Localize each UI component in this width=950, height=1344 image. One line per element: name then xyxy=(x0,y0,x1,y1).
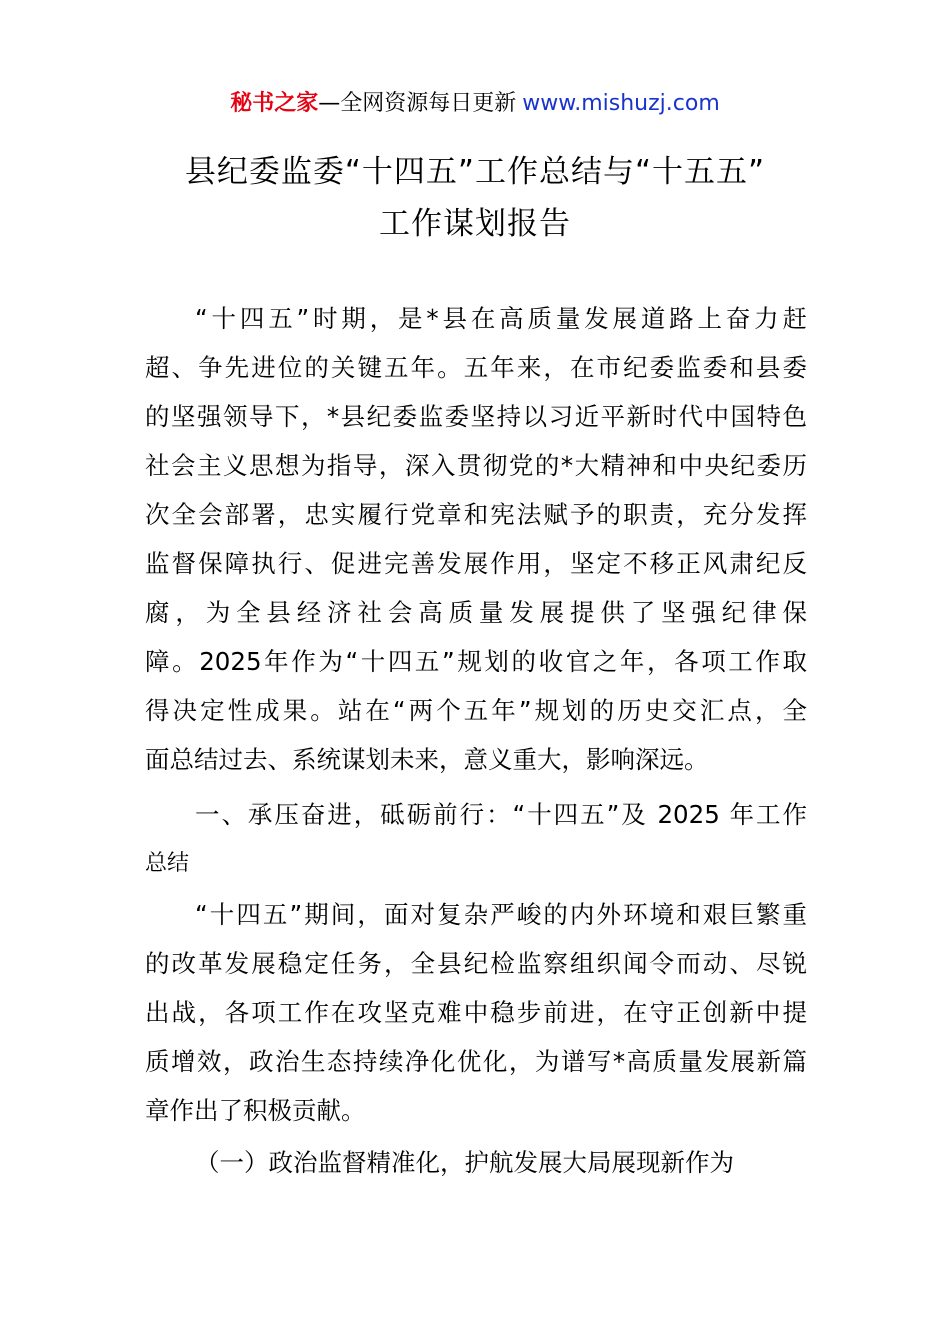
paragraph-line: 障。2025年作为“十四五”规划的收官之年，各项工作取 xyxy=(145,647,807,676)
paragraph-line: “十四五”时期，是*县在高质量发展道路上奋力赶 xyxy=(195,304,807,333)
paragraph-summary xyxy=(145,890,807,1135)
section-heading-1 xyxy=(145,790,807,888)
paragraph-line: 的坚强领导下，*县纪委监委坚持以习近平新时代中国特色 xyxy=(145,402,807,431)
header-tagline: 全网资源每日更新 xyxy=(340,91,517,116)
paragraph-line: 章作出了积极贡献。 xyxy=(145,1096,366,1125)
brand-name: 秘书之家 xyxy=(230,91,319,116)
title-line-2: 工作谋划报告 xyxy=(379,206,571,242)
paragraph-line: 面总结过去、系统谋划未来，意义重大，影响深远。 xyxy=(145,745,709,774)
paragraph-line: 超、争先进位的关键五年。五年来，在市纪委监委和县委 xyxy=(145,353,807,382)
paragraph-line: 质增效，政治生态持续净化优化，为谱写*高质量发展新篇 xyxy=(145,1047,807,1076)
paragraph-line: 次全会部署，忠实履行党章和宪法赋予的职责，充分发挥 xyxy=(145,500,807,529)
heading-line: （一）政治监督精准化，护航发展大局展现新作为 xyxy=(195,1148,734,1177)
paragraph-line: “十四五”期间，面对复杂严峻的内外环境和艰巨繁重 xyxy=(195,900,807,929)
header-dash: — xyxy=(318,91,341,116)
paragraph-line: 社会主义思想为指导，深入贯彻党的*大精神和中央纪委历 xyxy=(145,451,807,480)
site-header xyxy=(0,88,950,120)
paragraph-line: 的改革发展稳定任务，全县纪检监察组织闻令而动、尽锐 xyxy=(145,949,807,978)
paragraph-line: 腐，为全县经济社会高质量发展提供了坚强纪律保 xyxy=(145,598,807,627)
heading-line: 总结 xyxy=(145,851,190,876)
paragraph-line: 得决定性成果。站在“两个五年”规划的历史交汇点，全 xyxy=(145,696,807,725)
subsection-heading-1 xyxy=(145,1138,807,1187)
site-url-link[interactable]: www.mishuzj.com xyxy=(522,91,720,116)
title-line-1: 县纪委监委“十四五”工作总结与“十五五” xyxy=(184,154,766,190)
heading-line: 一、承压奋进，砥砺前行：“十四五”及 2025 年工作 xyxy=(195,800,807,829)
paragraph-intro xyxy=(145,294,807,784)
paragraph-line: 出战，各项工作在攻坚克难中稳步前进，在守正创新中提 xyxy=(145,998,807,1027)
document-title xyxy=(100,146,850,250)
paragraph-line: 监督保障执行、促进完善发展作用，坚定不移正风肃纪反 xyxy=(145,549,807,578)
